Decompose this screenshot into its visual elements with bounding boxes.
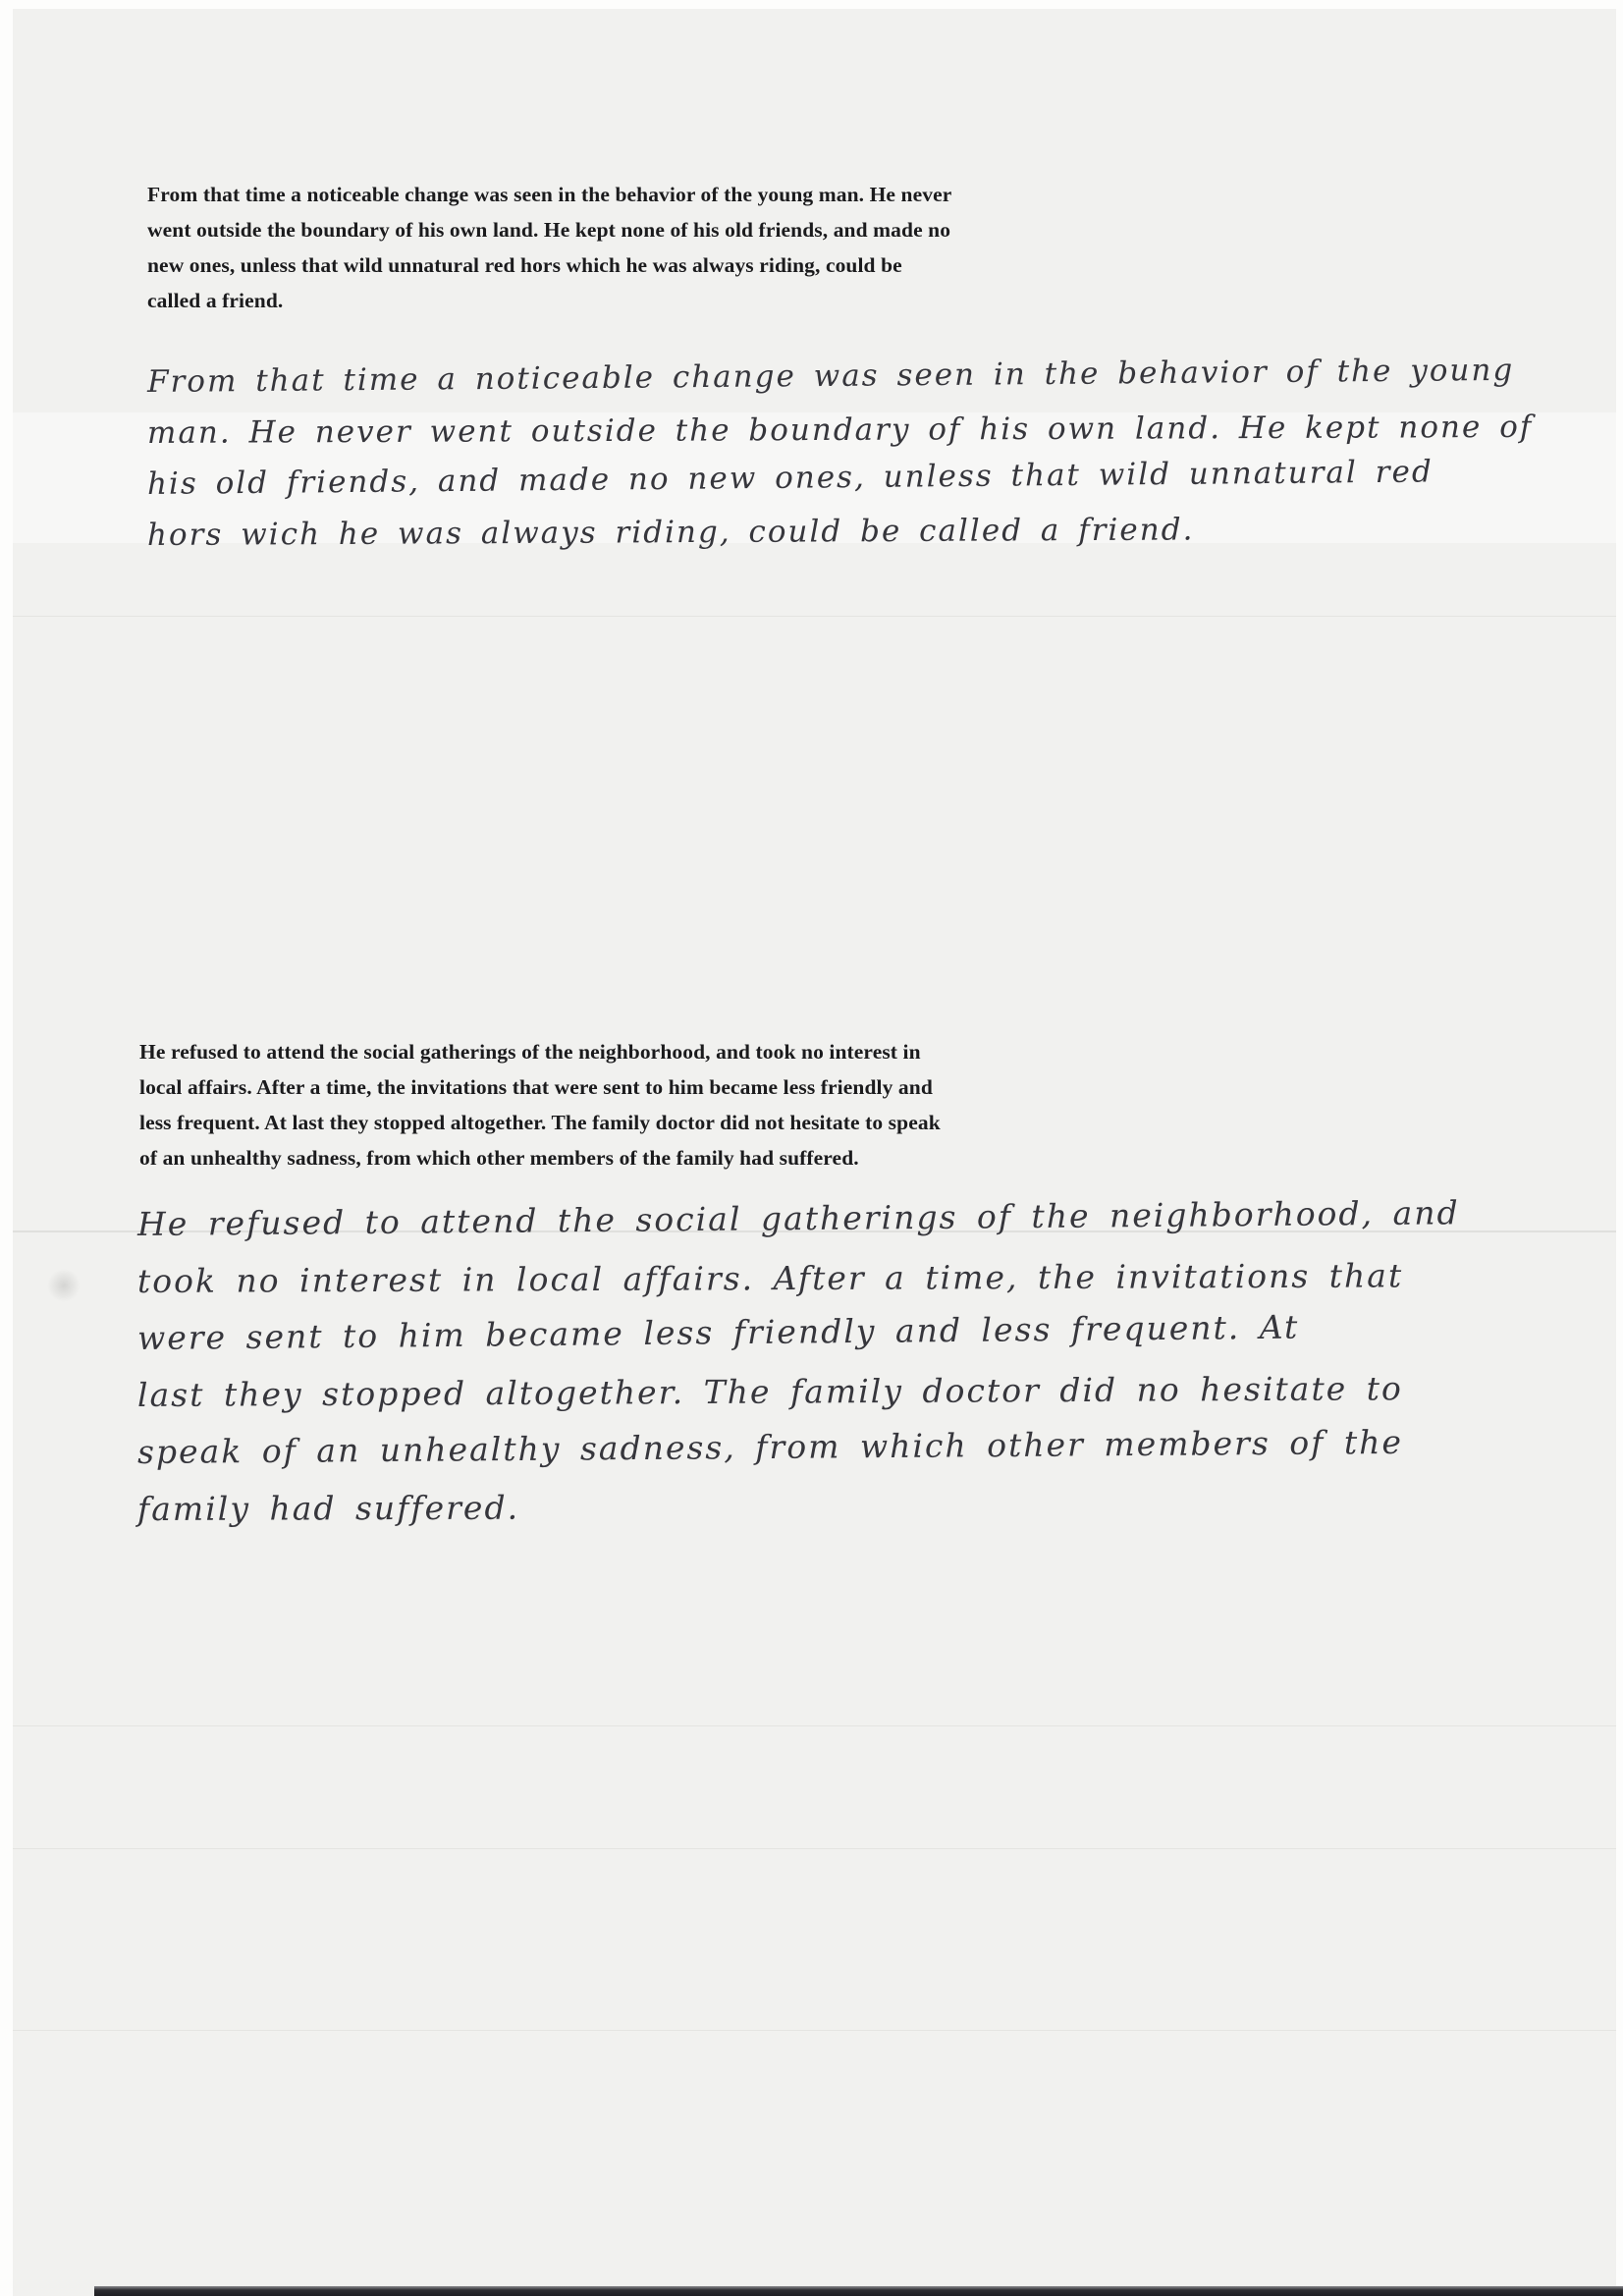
scanner-edge-right (1616, 0, 1623, 2296)
text-line: less frequent. At last they stopped altogether. The family doctor did not hesitate to speak (139, 1111, 941, 1134)
text-line: speak of an unhealthy sadness, from which other members of the (136, 1422, 1404, 1471)
text-line: called a friend. (147, 289, 284, 312)
text-line: He refused to attend the social gatherings of the neighborhood, and (136, 1193, 1460, 1243)
text-line: local affairs. After a time, the invitations that were sent to him became less friendly and (139, 1075, 933, 1099)
text-line: were sent to him became less friendly and less frequent. At (136, 1307, 1300, 1357)
scan-fold-line (13, 1848, 1616, 1849)
scanner-edge-bottom-shadow (94, 2286, 1623, 2296)
text-line: his old friends, and made no new ones, unless that wild unnatural red (146, 454, 1434, 502)
scan-fold-line (13, 2030, 1616, 2031)
scan-smudge-artifact (47, 1269, 81, 1302)
text-line: last they stopped altogether. The family doctor did no hesitate to (136, 1369, 1403, 1414)
text-line: man. He never went outside the boundary of his own land. He kept none of (146, 409, 1534, 451)
handwritten-paragraph-1 (146, 352, 1534, 561)
handwritten-paragraph-2 (136, 1193, 1460, 1538)
text-line: new ones, unless that wild unnatural red hors which he was always riding, could be (147, 253, 902, 277)
text-line: From that time a noticeable change was seen in the behavior of the young man. He never (147, 183, 952, 206)
scanner-edge-left (0, 0, 13, 2296)
scan-fold-line (13, 1725, 1616, 1726)
scanner-edge-top (0, 0, 1623, 9)
text-line: of an unhealthy sadness, from which other members of the family had suffered. (139, 1146, 859, 1170)
text-line: hors wich he was always riding, could be called a friend. (146, 512, 1195, 553)
text-line: went outside the boundary of his own land. He kept none of his old friends, and made no (147, 218, 951, 242)
text-line: family had suffered. (136, 1488, 520, 1528)
text-line: took no interest in local affairs. After a time, the invitations that (136, 1256, 1404, 1300)
printed-paragraph-2 (139, 1034, 941, 1175)
printed-paragraph-1 (147, 177, 951, 318)
text-line: He refused to attend the social gatherings of the neighborhood, and took no interest in (139, 1040, 921, 1064)
text-line: From that time a noticeable change was seen in the behavior of the young (146, 352, 1515, 400)
scan-fold-line (13, 616, 1616, 617)
